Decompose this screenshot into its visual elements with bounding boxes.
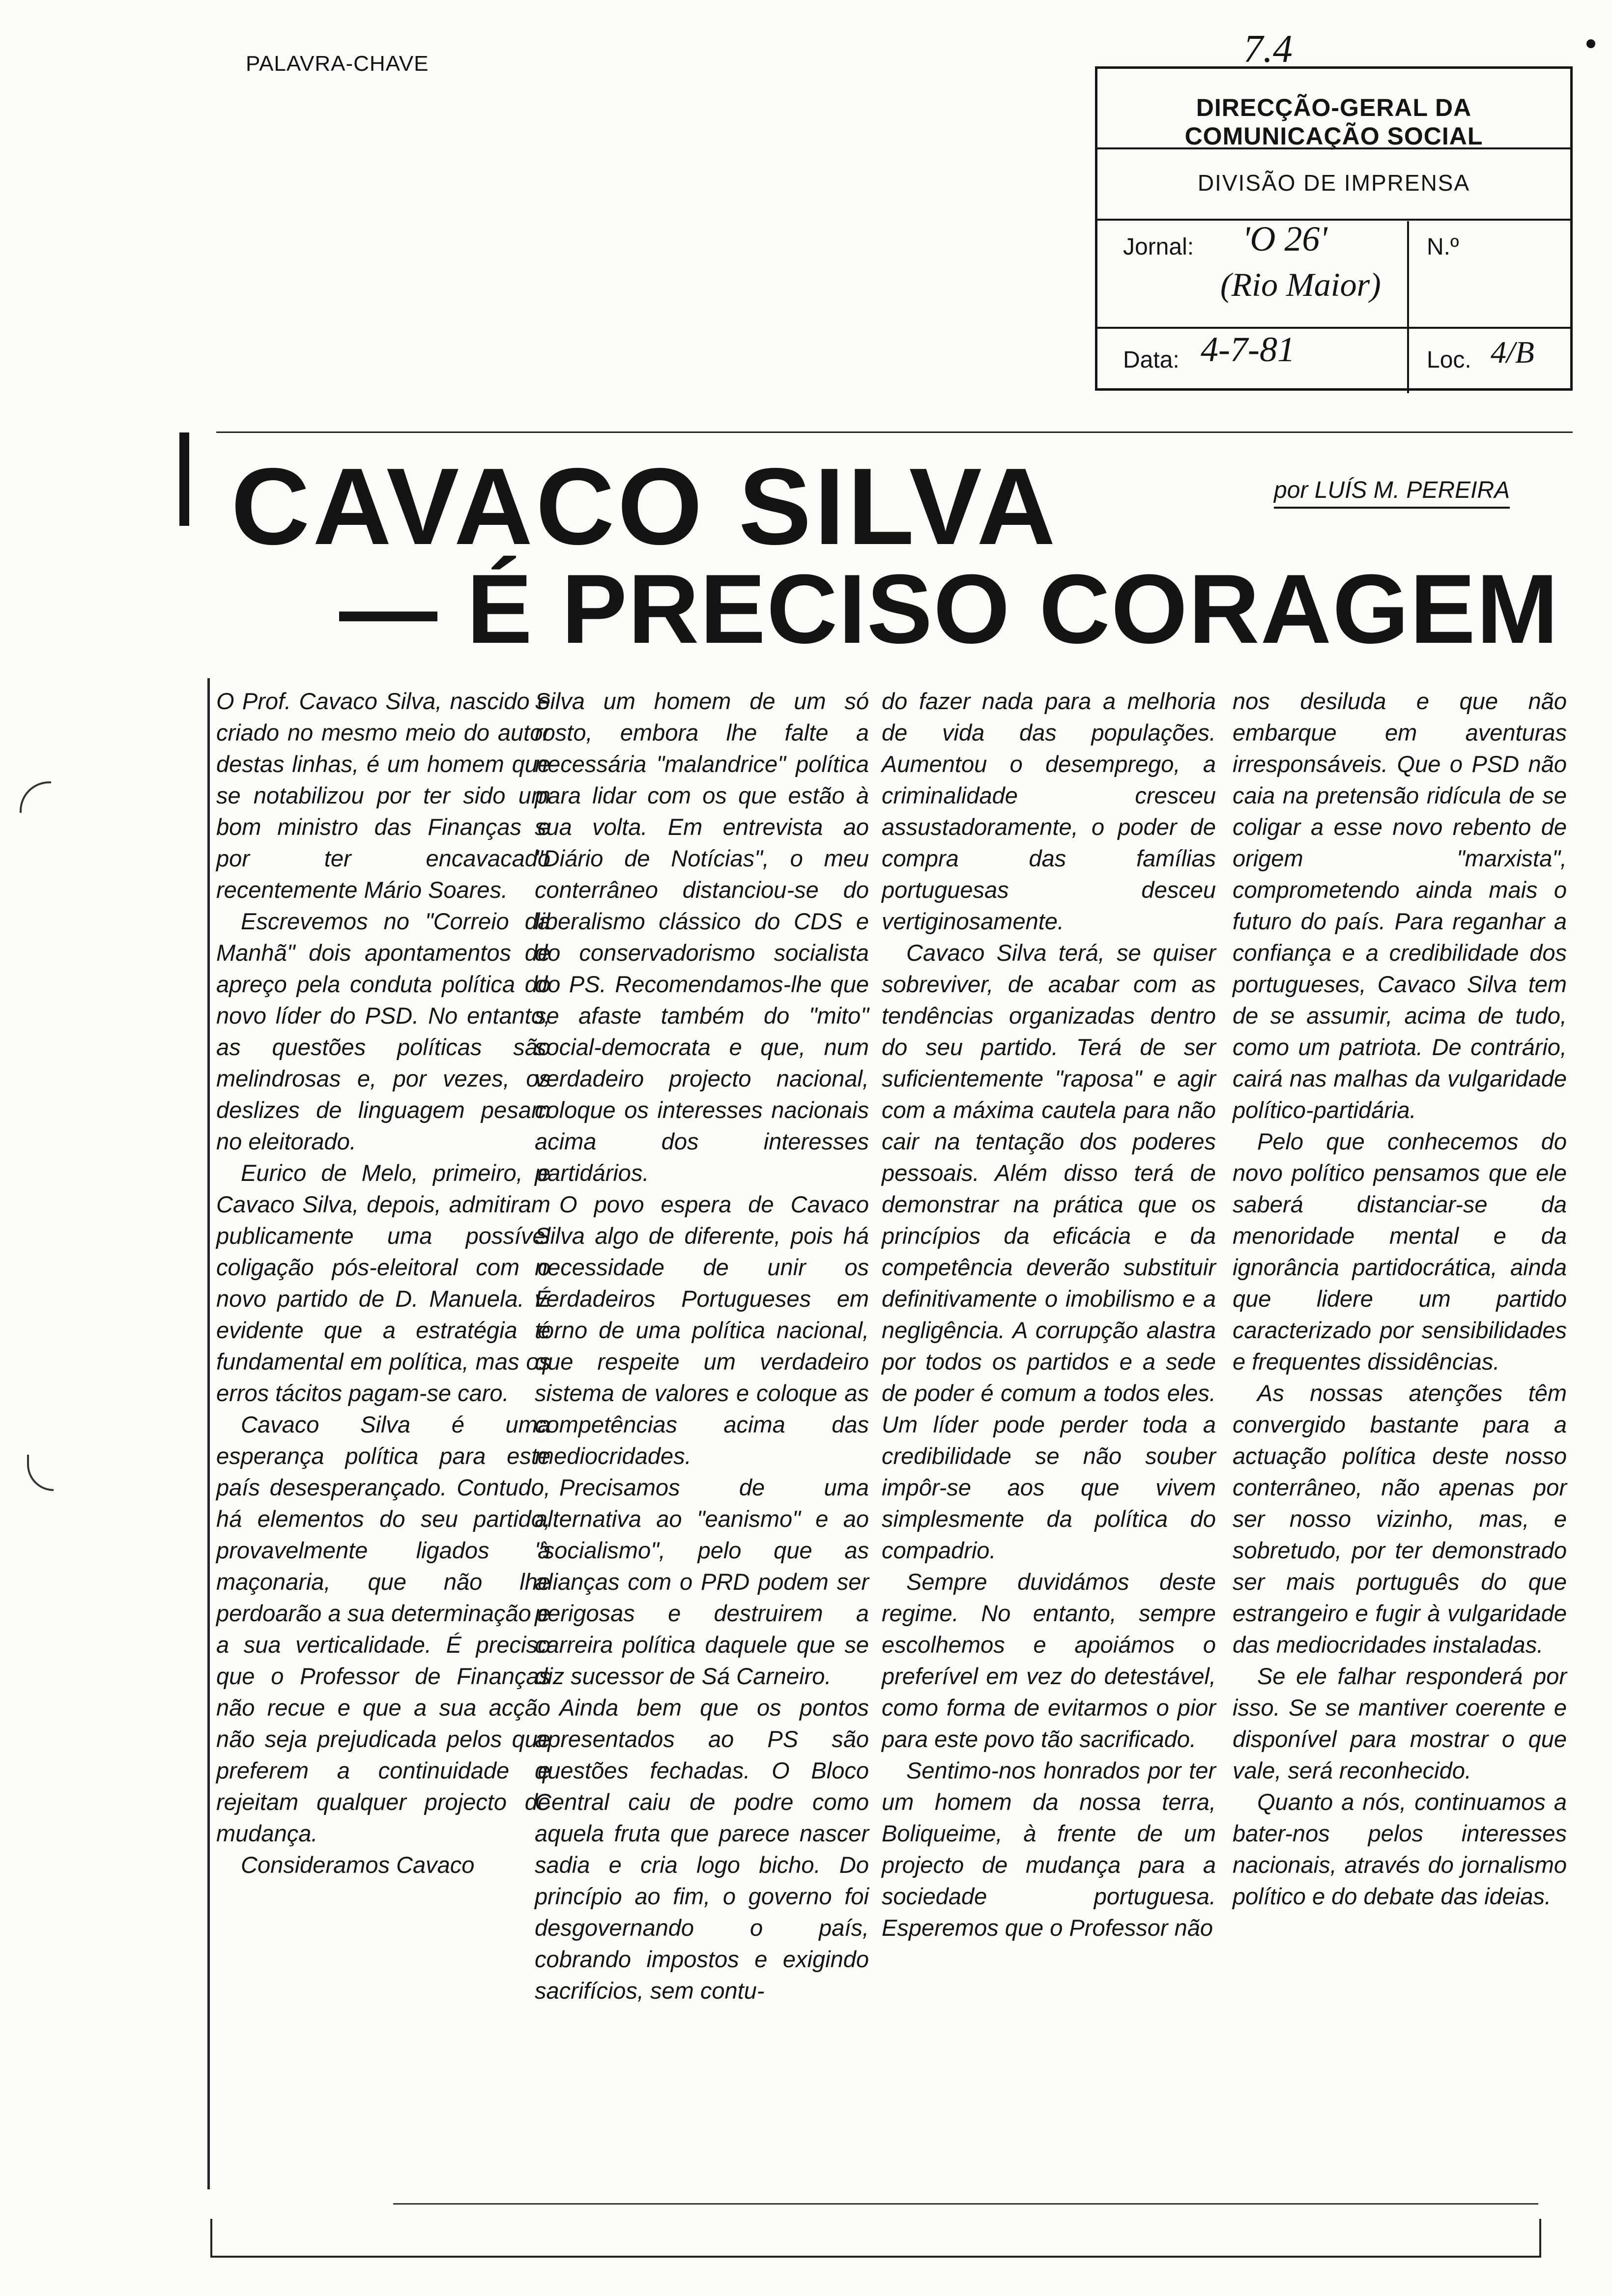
byline: por LUÍS M. PEREIRA	[1274, 477, 1510, 509]
ink-dot	[1586, 39, 1595, 48]
stamp-title: DIRECÇÃO-GERAL DA COMUNICAÇÃO SOCIAL	[1184, 94, 1483, 150]
stamp-jornal-value-2: (Rio Maior)	[1220, 266, 1381, 303]
paragraph: Cavaco Silva é uma esperança política para este país desesperançado. Contudo, há elementos do seu partido, provavelmente ligados à maçonaria, que não lhe perdoarão a sua determinação e a sua verticalidade. É preciso que o Professor de Finanças não recue e que a sua acção não seja prejudicada pelos que preferem a continuidade e rejeitam qualquer projecto de mudança.	[216, 1411, 550, 1846]
archive-stamp	[1095, 66, 1573, 391]
paragraph: O povo espera de Cavaco Silva algo de diferente, pois há necessidade de unir os verdadeiros Portugueses em torno de uma política nacional, que respeite um verdadeiro sistema de valores e coloque as competências acima das mediocridades.	[535, 1191, 869, 1469]
stamp-column-divider	[1407, 221, 1409, 393]
stamp-divider	[1097, 219, 1570, 221]
paragraph: As nossas atenções têm convergido bastante para a actuação política deste nosso conterrâneo, não apenas por ser nosso vizinho, mas, e sobretudo, por ter demonstrado ser mais português do que estrangeiro e fugir à vulgaridade das mediocridades instaladas.	[1233, 1380, 1567, 1658]
stamp-divider	[1097, 327, 1570, 329]
pen-mark	[20, 781, 51, 813]
stamp-number-label: N.º	[1427, 234, 1459, 260]
paragraph: nos desiluda e que não embarque em aventuras irresponsáveis. Que o PSD não caia na pretensão ridícula de se coligar a esse novo rebento de origem "marxista", comprometendo ainda mais o futuro do país. Para reganhar a confiança e a credibilidade dos portugueses, Cavaco Silva tem de se assumir, acima de tudo, como um patriota. De contrário, cairá nas malhas da vulgaridade político-partidária.	[1233, 688, 1567, 1123]
paragraph: do fazer nada para a melhoria de vida das populações. Aumentou o desemprego, a criminalidade cresceu assustadoramente, o poder de compra das famílias portuguesas desceu vertiginosamente.	[882, 688, 1216, 934]
paragraph: Consideramos Cavaco	[241, 1852, 475, 1878]
paragraph: Precisamos de uma alternativa ao "eanismo" e ao "socialismo", pelo que as alianças com o PRD podem ser perigosas e destruirem a carreira política daquele que se diz sucessor de Sá Carneiro.	[535, 1474, 869, 1689]
article-column-2	[535, 686, 869, 2007]
handwritten-page-mark: 7.4	[1243, 28, 1293, 71]
stamp-date-label: Data:	[1123, 347, 1180, 373]
paragraph: Sentimo-nos honrados por ter um homem da nossa terra, Boliqueime, à frente de um projecto de mudança para a sociedade portuguesa. Esperemos que o Professor não	[882, 1757, 1216, 1941]
paragraph: Sempre duvidámos deste regime. No entanto, sempre escolhemos e apoiámos o preferível em vez do detestável, como forma de evitarmos o pior para este povo tão sacrificado.	[882, 1569, 1216, 1752]
pen-mark	[27, 1455, 54, 1491]
clipping-frame-bottom	[210, 2219, 1541, 2258]
stamp-loc-label: Loc.	[1427, 347, 1471, 373]
stamp-jornal-label: Jornal:	[1123, 234, 1194, 260]
stamp-jornal-value: 'O 26'	[1242, 219, 1327, 258]
paragraph: Cavaco Silva terá, se quiser sobreviver, de acabar com as tendências organizadas dentro do seu partido. Terá de ser suficientemente "raposa" e agir com a máxima cautela para não cair na tentação dos poderes pessoais. Além disso terá de demonstrar na prática que os princípios da eficácia e da competência deverão substituir definitivamente o imobilismo e a negligência. A corrupção alastra por todos os partidos e a sede de poder é comum a todos eles. Um líder pode perder toda a credibilidade se não souber impôr-se aos que vivem simplesmente da política do compadrio.	[882, 940, 1216, 1563]
stamp-division: DIVISÃO DE IMPRENSA	[1197, 170, 1470, 196]
paragraph: O Prof. Cavaco Silva, nascido e criado no mesmo meio do autor destas linhas, é um homem que se notabilizou por ter sido um bom ministro das Finanças e por ter encavacado recentemente Mário Soares.	[216, 688, 550, 903]
article-column-4	[1233, 686, 1567, 1912]
stamp-loc-value: 4/B	[1491, 335, 1534, 370]
stamp-date-value: 4-7-81	[1201, 330, 1295, 369]
section-label: PALAVRA-CHAVE	[246, 52, 429, 76]
article-column-3	[882, 686, 1216, 1944]
stamp-divider	[1097, 147, 1570, 149]
paragraph: Ainda bem que os pontos apresentados ao PS são questões fechadas. O Bloco Central caiu de podre como aquela fruta que parece nascer sadia e cria logo bicho. Do princípio ao fim, o governo foi desgovernando o país, cobrando impostos e exigindo sacrifícios, sem contu-	[535, 1694, 869, 2004]
column-margin-line	[207, 678, 210, 2189]
paragraph: Se ele falhar responderá por isso. Se se mantiver coerente e disponível para mostrar o que vale, será reconhecido.	[1233, 1663, 1567, 1783]
top-rule	[216, 431, 1573, 433]
bottom-rule	[393, 2203, 1538, 2205]
paragraph: Silva um homem de um só rosto, embora lhe falte a necessária "malandrice" política para lidar com os que estão à sua volta. Em entrevista ao "Diário de Notícias", o meu conterrâneo distanciou-se do liberalismo clássico do CDS e do conservadorismo socialista do PS. Recomendamos-lhe que se afaste também do "mito" social-democrata e que, num verdadeiro projecto nacional, coloque os interesses nacionais acima dos interesses partidários.	[535, 688, 869, 1186]
headline-line-1: CAVACO SILVA	[231, 446, 1059, 568]
headline-line-2: — É PRECISO CORAGEM	[339, 554, 1559, 664]
paragraph: Pelo que conhecemos do novo político pensamos que ele saberá distanciar-se da menoridade mental e da ignorância partidocrática, ainda que lidere um partido caracterizado por sensibilidades e frequentes dissidências.	[1233, 1128, 1567, 1375]
margin-mark	[179, 432, 189, 526]
paragraph: Quanto a nós, continuamos a bater-nos pelos interesses nacionais, através do jornalismo político e do debate das ideias.	[1233, 1789, 1567, 1909]
article-column-1	[216, 686, 550, 1881]
paragraph: Eurico de Melo, primeiro, e Cavaco Silva, depois, admitiram publicamente uma possível coligação pós-eleitoral com o novo partido de D. Manuela. É evidente que a estratégia é fundamental em política, mas os erros tácitos pagam-se caro.	[216, 1160, 550, 1406]
paragraph: Escrevemos no "Correio da Manhã" dois apontamentos de apreço pela conduta política do novo líder do PSD. No entanto, as questões políticas são melindrosas e, por vezes, os deslizes de linguagem pesam no eleitorado.	[216, 908, 550, 1154]
